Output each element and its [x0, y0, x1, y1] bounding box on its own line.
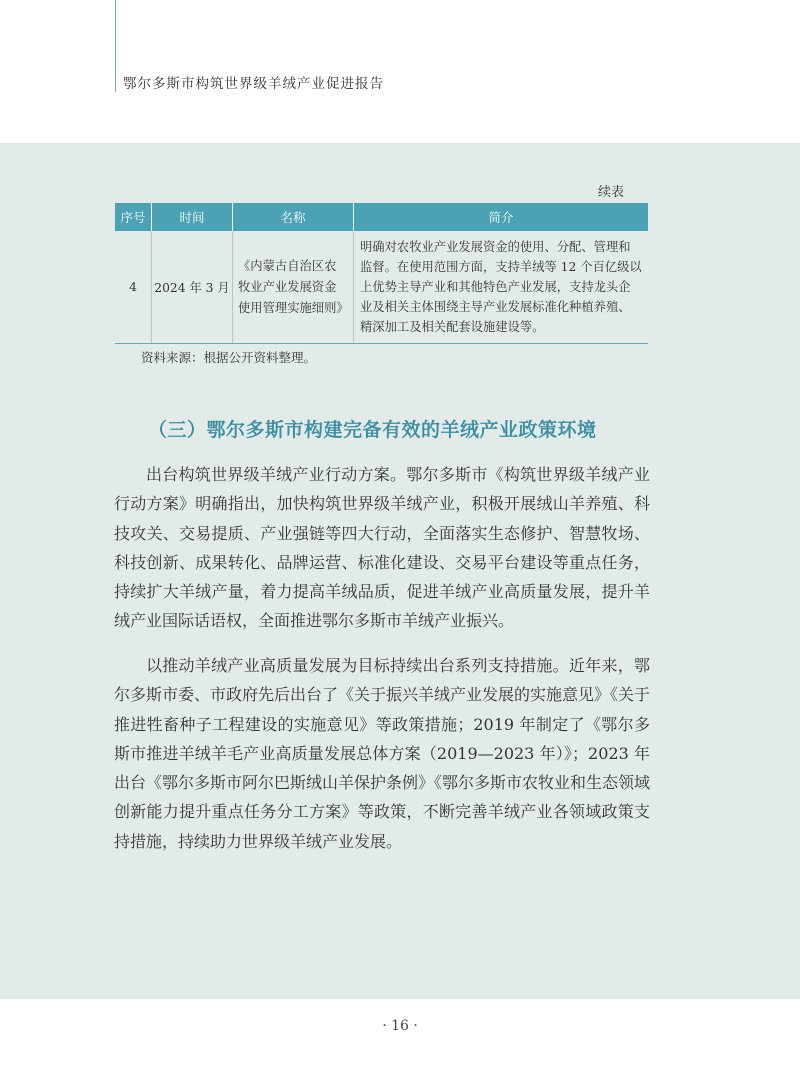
table-header-row: [115, 203, 648, 231]
cell-name-text: 《内蒙古自治区农牧业产业发展资金使用管理实施细则》: [238, 258, 349, 315]
header-vertical-rule: [115, 0, 116, 92]
cell-time: 2024 年 3 月: [152, 231, 233, 344]
table-continued-label: 续表: [598, 185, 625, 200]
running-header-title: 鄂尔多斯市构筑世界级羊绒产业促进报告: [123, 76, 384, 92]
cell-summary: 明确对农牧业产业发展资金的使用、分配、管理和监督。在使用范围方面，支持羊绒等 12 个百亿级以上优势主导产业和其他特色产业发展，支持龙头企业及相关主体围绕主导产业发展标准化种植养殖、精深加工及相关配套设施建设等。: [354, 231, 649, 344]
column-header-name: 名称: [233, 203, 354, 231]
cell-name: [233, 231, 354, 344]
column-header-time: 时间: [152, 203, 233, 231]
page-number: · 16 ·: [382, 1018, 418, 1034]
cell-number: 4: [115, 231, 152, 344]
column-header-number: 序号: [115, 203, 152, 231]
table-row: [115, 231, 648, 344]
policy-table: [115, 203, 648, 344]
column-header-summary: 简介: [354, 203, 649, 231]
body-paragraph-2: 以推动羊绒产业高质量发展为目标持续出台系列支持措施。近年来，鄂尔多斯市委、市政府先后出台了《关于振兴羊绒产业发展的实施意见》《关于推进牲畜种子工程建设的实施意见》等政策措施；2019 年制定了《鄂尔多斯市推进羊绒羊毛产业高质量发展总体方案（2019—2023 年）》；2023 年出台《鄂尔多斯市阿尔巴斯绒山羊保护条例》《鄂尔多斯市农牧业和生态领域创新能力提升重点任务分工方案》等政策，不断完善羊绒产业各领域政策支持措施，持续助力世界级羊绒产业发展。: [114, 656, 651, 851]
table-source-note: 资料来源：根据公开资料整理。: [141, 350, 317, 365]
body-paragraph-1: 出台构筑世界级羊绒产业行动方案。鄂尔多斯市《构筑世界级羊绒产业行动方案》明确指出，加快构筑世界级羊绒产业，积极开展绒山羊养殖、科技攻关、交易提质、产业强链等四大行动，全面落实生态修护、智慧牧场、科技创新、成果转化、品牌运营、标准化建设、交易平台建设等重点任务，持续扩大羊绒产量，着力提高羊绒品质，促进羊绒产业高质量发展，提升羊绒产业国际话语权，全面推进鄂尔多斯市羊绒产业振兴。: [114, 465, 650, 631]
section-heading: （三）鄂尔多斯市构建完备有效的羊绒产业政策环境: [148, 419, 597, 441]
